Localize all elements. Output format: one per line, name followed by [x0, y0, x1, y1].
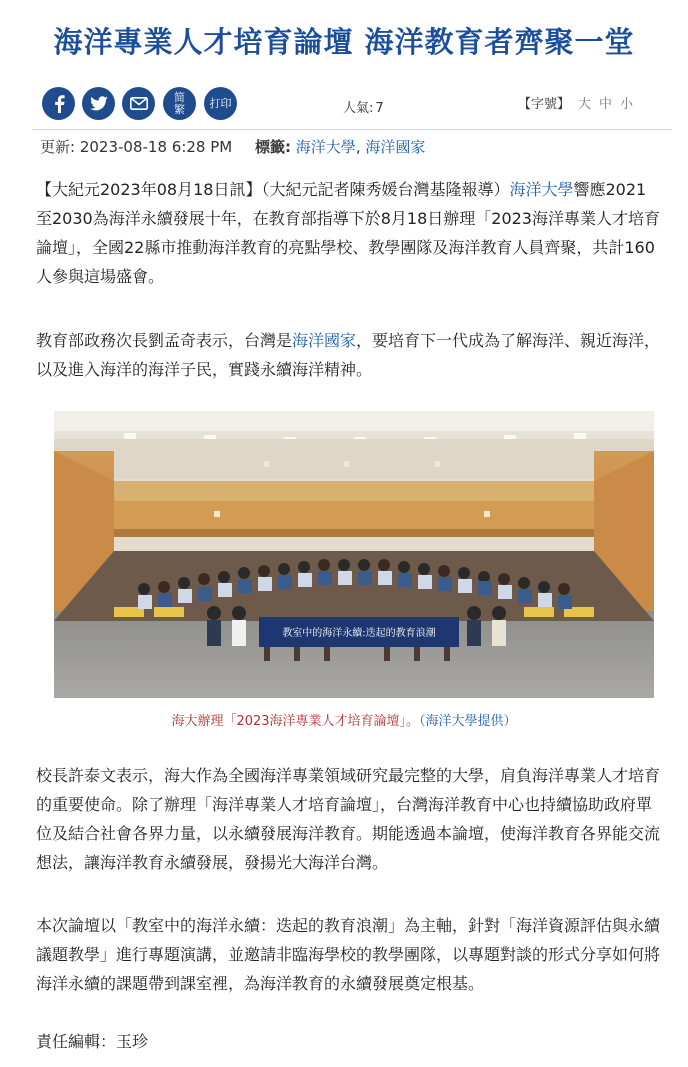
print-button[interactable]	[204, 87, 237, 120]
tags-label: 標籤:	[255, 138, 292, 156]
convert-label-simplified: 简	[174, 90, 185, 104]
inline-link-ocean-university[interactable]: 海洋大學	[509, 180, 574, 199]
email-share-button[interactable]	[122, 87, 155, 120]
caption-text: 海大辦理「2023海洋專業人才培育論壇」。	[171, 714, 420, 729]
font-size-label: 【字號】	[518, 97, 571, 112]
auditorium-photo-illustration	[54, 411, 654, 698]
photo-banner-text: 教室中的海洋永續:迭起的教育浪潮	[282, 628, 436, 639]
font-size-medium-button[interactable]: 中	[599, 97, 613, 112]
article-meta	[40, 136, 425, 157]
paragraph-1-lead: 【大紀元2023年08月18日訊】（大紀元記者陳秀媛台灣基隆報導）	[36, 180, 510, 199]
twitter-icon	[90, 96, 108, 111]
facebook-share-button[interactable]	[42, 87, 75, 120]
paragraph-2-lead: 教育部政務次長劉孟奇表示，台灣是	[36, 331, 293, 350]
paragraph-1-body: 響應2021至2030為海洋永續發展十年，在教育部指導下於8月18日辦理「2023海洋專業人才培育論壇」，全國22縣市推動海洋教育的亮點學校、教學團隊及海洋教育人員齊聚，共計160人參與這場盛會。	[36, 180, 660, 286]
paragraph-2-body: ，要培育下一代成為了解海洋、親近海洋，以及進入海洋的海洋子民，實踐永續海洋精神。	[36, 331, 661, 379]
tag-separator: ,	[355, 138, 361, 156]
updated-label: 更新:	[40, 138, 76, 156]
share-toolbar	[42, 87, 662, 121]
article-paragraph-2	[36, 326, 662, 384]
twitter-share-button[interactable]	[82, 87, 115, 120]
email-icon	[130, 97, 148, 110]
article-photo	[54, 411, 654, 698]
article-headline: 海洋專業人才培育論壇 海洋教育者齊聚一堂	[53, 25, 635, 59]
view-count	[343, 97, 384, 116]
tag-link-ocean-nation[interactable]: 海洋國家	[365, 138, 426, 156]
inline-link-ocean-nation[interactable]: 海洋國家	[292, 331, 357, 350]
tag-link-ocean-university[interactable]: 海洋大學	[295, 138, 356, 156]
views-number: 7	[375, 101, 384, 116]
updated-value: 2023-08-18 6:28 PM	[79, 138, 233, 156]
convert-script-button[interactable]	[163, 87, 196, 120]
views-label: 人氣:	[343, 101, 374, 116]
meta-divider	[32, 129, 672, 130]
font-size-large-button[interactable]: 大	[578, 97, 592, 112]
article-paragraph-4: 本次論壇以「教室中的海洋永續：迭起的教育浪潮」為主軸，針對「海洋資源評估與永續議題教學」進行專題演講，並邀請非臨海學校的教學團隊，以專題對談的形式分享如何將海洋永續的課題帶到課室裡，為海洋教育的永續發展奠定根基。	[36, 916, 661, 993]
caption-source: （海洋大學提供）	[419, 714, 517, 729]
font-size-small-button[interactable]: 小	[620, 97, 634, 112]
facebook-icon	[52, 95, 66, 113]
print-label: 打印	[209, 97, 232, 110]
font-size-control	[518, 93, 633, 112]
photo-caption	[0, 710, 688, 729]
article-paragraph-1	[36, 175, 662, 291]
responsible-editor: 責任編輯：玉珍	[36, 1032, 149, 1051]
convert-label-traditional: 繁	[174, 102, 185, 116]
article-paragraph-3: 校長許泰文表示，海大作為全國海洋專業領域研究最完整的大學，肩負海洋專業人才培育的重要使命。除了辦理「海洋專業人才培育論壇」，台灣海洋教育中心也持續協助政府單位及結合社會各界力量，以永續發展海洋教育。期能透過本論壇，使海洋教育各界能交流想法，讓海洋教育永續發展，發揚光大海洋台灣。	[36, 766, 661, 872]
